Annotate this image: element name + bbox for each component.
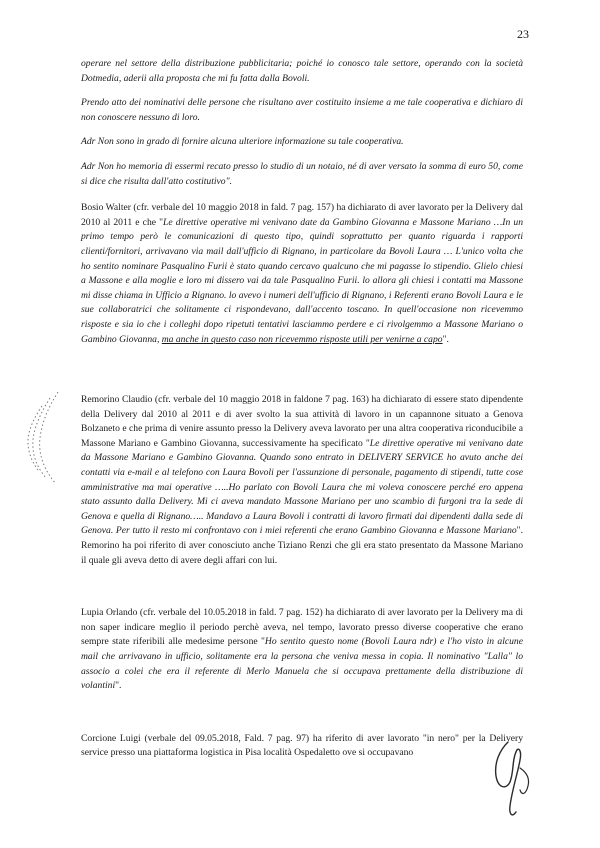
paragraph-remorino-claudio — [81, 393, 523, 568]
text-run: Corcione Luigi (verbale del 09.05.2018, Fald. 7 pag. 97) ha riferito di aver lavorato "in nero" per la Delivery service presso una piattaforma logistica in Pisa località Ospedaletto ove si occupavano — [81, 732, 523, 759]
text-run: ma anche in questo caso non ricevemmo risposte utili per venirne a capo — [161, 333, 443, 345]
text-run: ". — [115, 680, 122, 692]
page-number: 23 — [517, 27, 529, 41]
paragraph-continuation — [81, 57, 523, 86]
text-run: operare nel settore della distribuzione pubblicitaria; poiché io conosco tale settore, operando con la società Dotmedia, aderii alla proposta che mi fu fatta dalla Bovoli. — [81, 58, 523, 84]
text-run: Le direttive operative mi venivano date da Gambino Giovanna e Massone Mariano …In un primo tempo però le comunicazioni di questo tipo, quindi soprattutto per quanto riguarda i rapporti clienti/fornitori, arrivavano via mail dall'ufficio di Rignano, in particolare da Bovoli Laura … L'unico volta che ho sentito nominare Pasqualino Furii è stato quando cercavo qualcuno che mi pagasse lo stipendio. Glielo chiesi a Massone e alla moglie e loro mi dissero vai da tale Pasqualino Furii. lo allora gli chiesi i contatti ma Massone mi disse chiama in Ufficio a Rignano. lo avevo i numeri dell'ufficio di Rignano, i Referenti erano Bovoli Laura e le sue collaboratrici che solitamente ci rispondevano, dall'accento toscano. In quell'occasione non ricevemmo risposte e sia io che i colleghi dopo ripetuti tentativi lasciammo perdere e ci rivolgemmo a Massone Mariano o Gambino Giovanna, — [81, 216, 523, 345]
paragraph-nominatives — [81, 96, 523, 125]
text-run: Ho sentito questo nome (Bovoli Laura ndr) e l'ho visto in alcune mail che arrivavano in ufficio, solitamente era la persona che veniva messa in copia. Il nominativo "Lalla" lo associo a colei che era il referente di Merlo Manuela che si occupava prettamente della distribuzione di volantini — [81, 636, 523, 692]
paragraph-corcione-luigi — [81, 732, 523, 761]
text-run: Le direttive operative mi venivano date da Massone Mariano e Gambino Giovanna. Quando sono entrato in DELIVERY SERVICE ho avuto anche dei contatti via e-mail e al telefono con Laura Bovoli per l'assunzione di personale, pagamento di stipendi, tutte cose amministrative ma mai operative …..Ho parlato con Bovoli Laura che mi voleva conoscere perché ero appena stato assunto dalla Delivery. Mi ci aveva mandato Massone Mariano per uno scambio di furgoni tra la sede di Genova e quella di Rignano….. Mandavo a Laura Bovoli i contratti di lavoro firmati dai dipendenti dalla sede di Genova. Per tutto il resto mi confrontavo con i miei referenti che erano Gambino Giovanna e Massone Mariano — [81, 437, 523, 537]
text-run: Remorino Claudio (cfr. verbale del 10 maggio 2018 in faldone 7 pag. 163) ha dichiarato di essere stato dipendente della Delivery dal 2010 al 2011 e di aver svolto la sua attività di lavoro in un capannone situato a Genova Bolzaneto e che prima di venire assunto presso la Delivery aveva lavorato per una altra cooperativa riconducibile a Massone Mariano e Gambino Giovanna, successivamente ha specificato " — [81, 394, 523, 449]
paragraph-adr-notary — [81, 160, 523, 189]
text-run: Adr Non sono in grado di fornire alcuna ulteriore informazione su tale cooperativa. — [81, 136, 404, 148]
text-run: Lupia Orlando (cfr. verbale del 10.05.2018 in fald. 7 pag. 152) ha dichiarato di aver lavorato per la Delivery ma di non saper indicare meglio il periodo perchè aveva, nel tempo, lavorato presso diverse cooperative che erano sempre state riferibili alle medesime persone " — [81, 607, 523, 648]
paragraph-adr-cooperative — [81, 135, 523, 150]
paragraph-bosio-walter — [81, 201, 523, 347]
paragraph-lupia-orlando — [81, 606, 523, 694]
text-run: ". — [442, 333, 449, 345]
text-run: Adr Non ho memoria di essermi recato presso lo studio di un notaio, né di aver versato la somma di euro 50, come si dice che risulta dall'atto costitutivo". — [81, 160, 523, 187]
text-run: Bosio Walter (cfr. verbale del 10 maggio 2018 in fald. 7 pag. 157) ha dichiarato di aver lavorato per la Delivery dal 2010 al 2011 e che " — [81, 202, 523, 228]
text-run: Prendo atto dei nominativi delle persone che risultano aver costituito insieme a me tale cooperativa e dichiaro di non conoscere nessuno di loro. — [81, 97, 523, 123]
margin-stamp-mark — [18, 388, 64, 488]
text-run: ". Remorino ha poi riferito di aver conosciuto anche Tiziano Renzi che gli era stato presentato da Massone Mariano il quale gli aveva detto di avere degli affari con lui. — [81, 525, 523, 566]
handwritten-signature — [482, 732, 538, 824]
document-body — [81, 57, 523, 771]
